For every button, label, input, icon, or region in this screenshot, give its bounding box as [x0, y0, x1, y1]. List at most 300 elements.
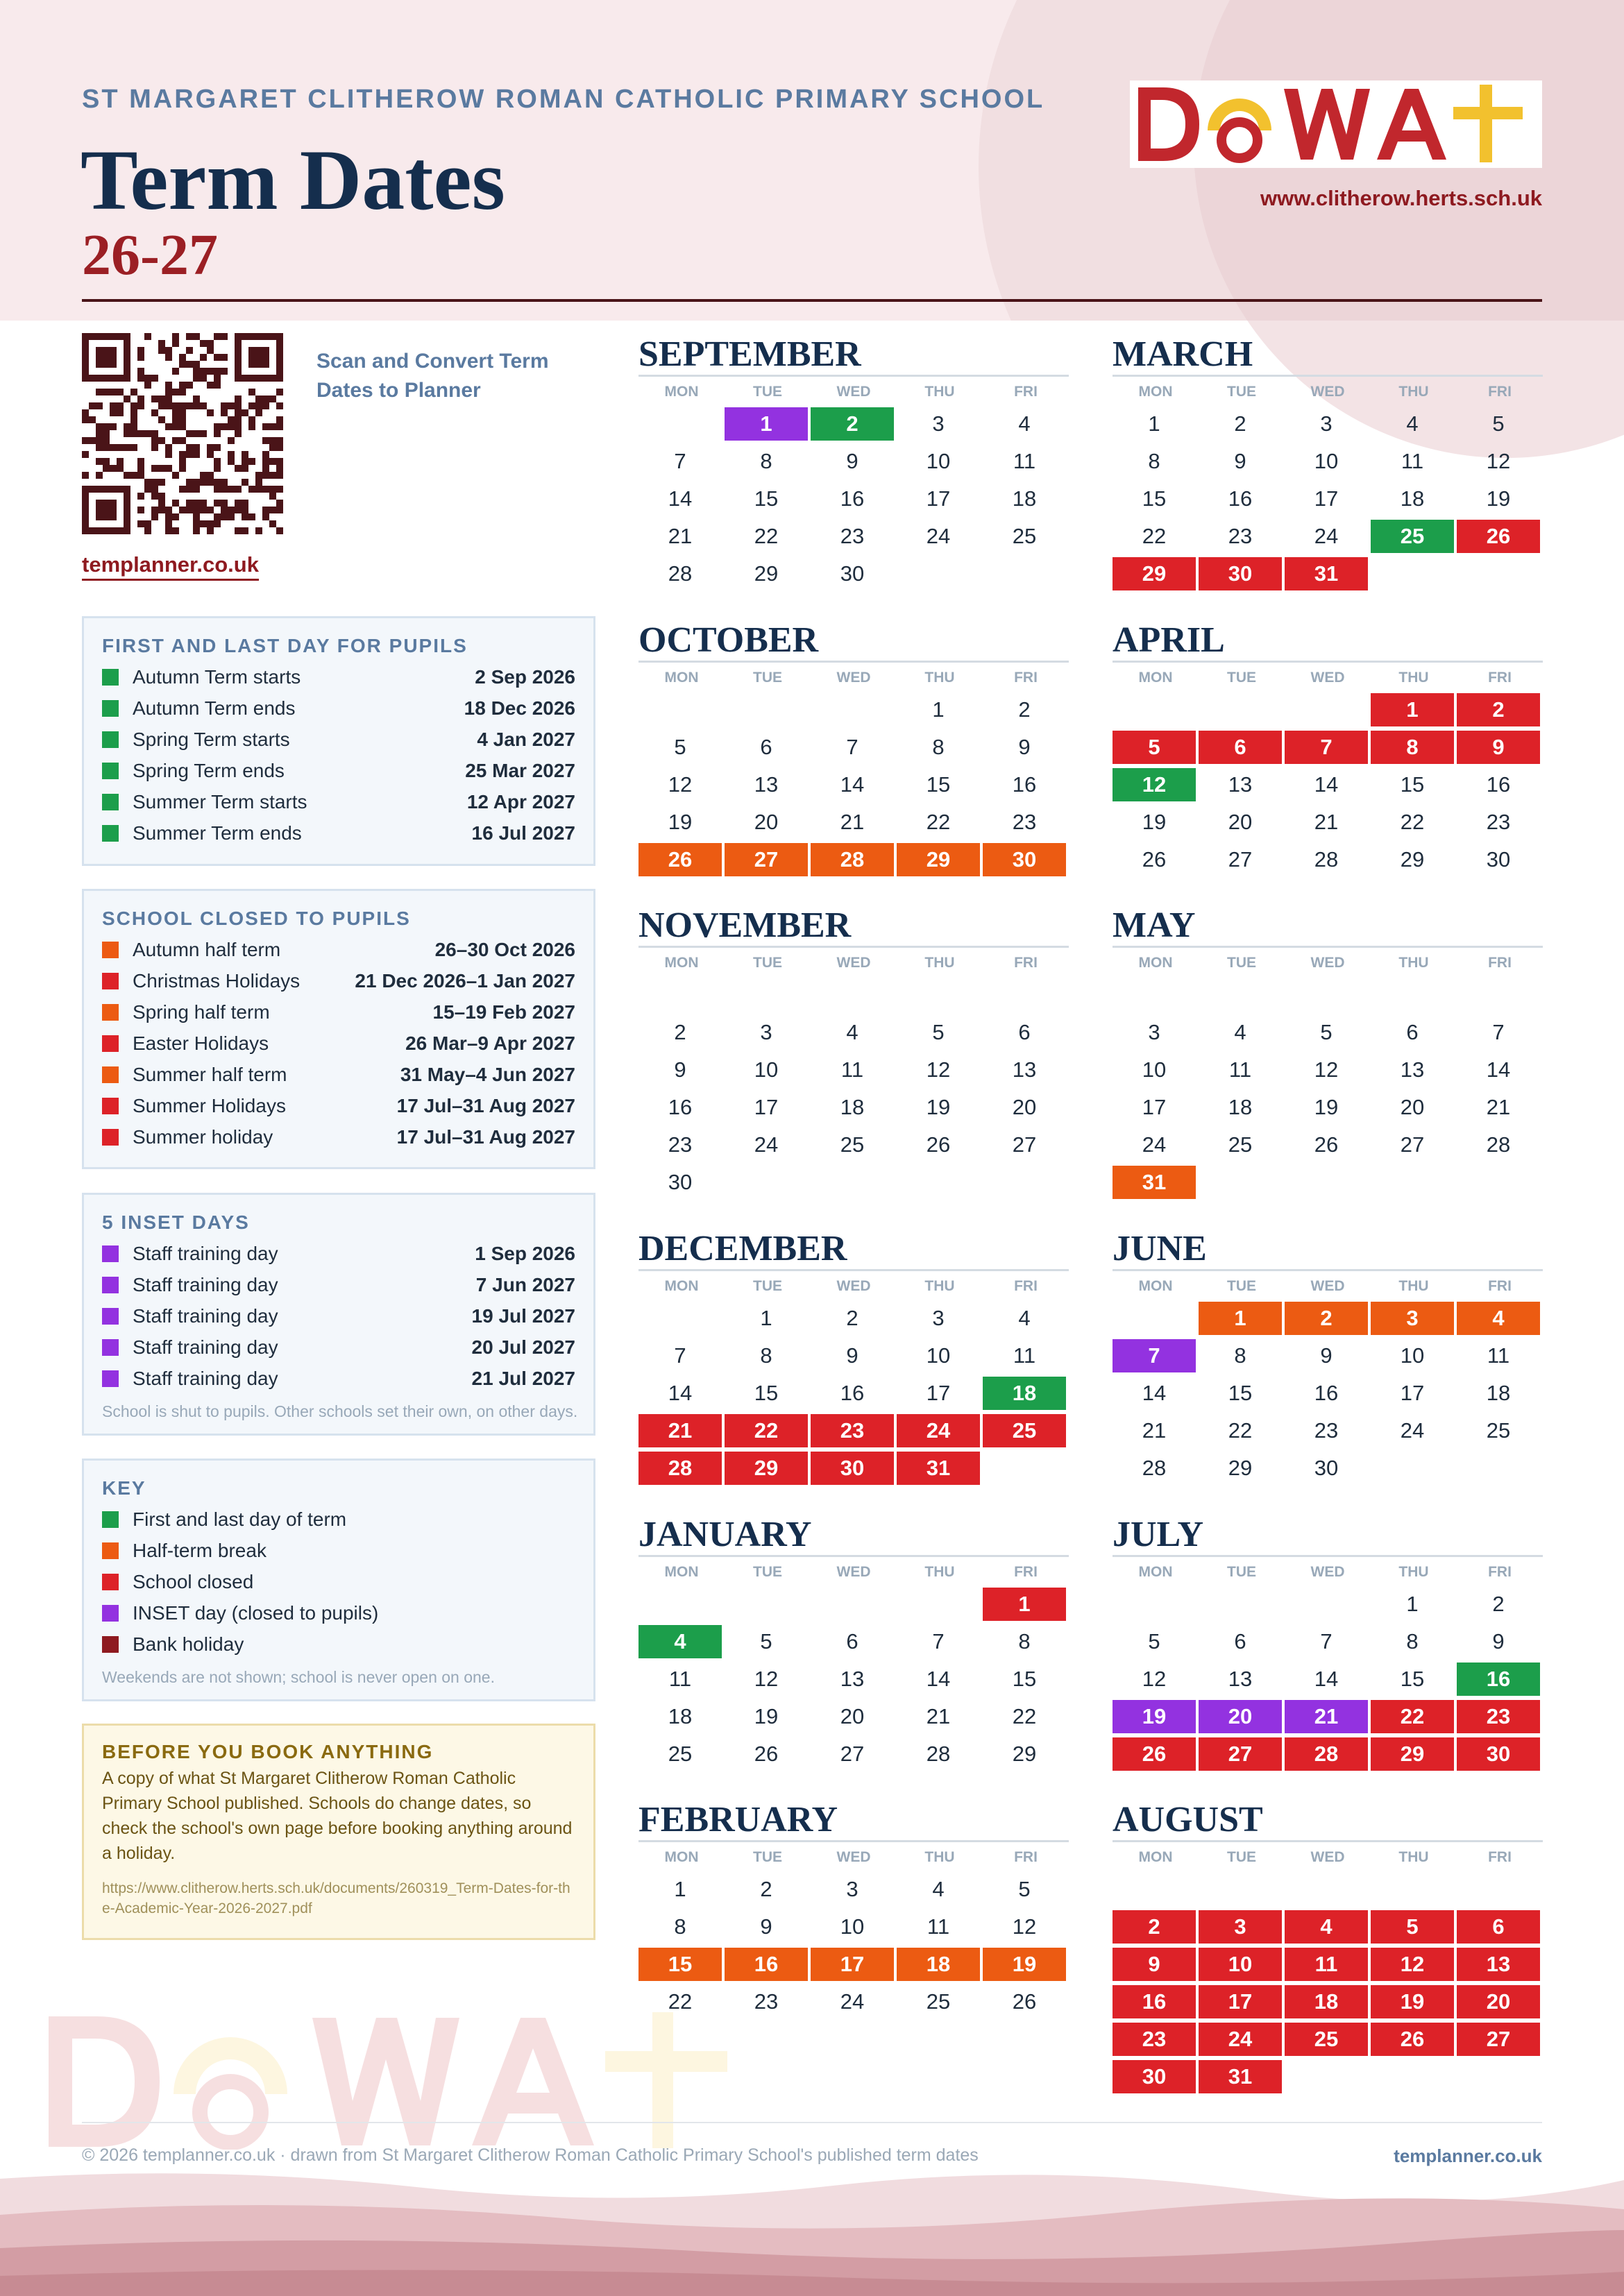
day-cell: 26 [638, 843, 722, 876]
day-cell: 7 [932, 1629, 945, 1653]
empty-cell [638, 693, 722, 726]
day-cell: 17 [1142, 1095, 1167, 1119]
weekday-label: MON [664, 1278, 699, 1294]
weekday-header [1113, 1842, 1543, 1873]
item-label: Staff training day [133, 1367, 278, 1389]
panel-heading: 5 INSET DAYS [102, 1211, 250, 1233]
planner-link[interactable]: templanner.co.uk [82, 552, 259, 581]
empty-cell [1113, 1873, 1196, 1906]
day-cell: 8 [1371, 731, 1454, 764]
weekday-label: THU [1398, 670, 1429, 686]
day-cell: 6 [1457, 1910, 1540, 1944]
month-january [638, 1515, 1069, 1771]
day-cell: 4 [1018, 411, 1031, 436]
weekday-header [638, 1557, 1069, 1588]
weekday-label: TUE [1227, 1278, 1256, 1294]
color-swatch [102, 1098, 119, 1114]
footer-link[interactable]: templanner.co.uk [1394, 2145, 1542, 2166]
weekday-label: WED [836, 955, 871, 971]
day-cell: 25 [1012, 524, 1037, 548]
day-cell: 5 [932, 1020, 945, 1044]
item-date: 15–19 Feb 2027 [432, 1001, 575, 1023]
day-grid [638, 693, 1069, 876]
empty-cell [897, 557, 980, 590]
day-cell: 18 [1285, 1985, 1368, 2018]
day-cell: 4 [932, 1877, 945, 1901]
day-cell: 16 [1228, 486, 1253, 511]
color-swatch [102, 1129, 119, 1146]
first-last-day-panel [82, 616, 595, 866]
weekday-label: THU [924, 670, 955, 686]
day-cell: 29 [1400, 847, 1425, 871]
empty-cell [1457, 557, 1540, 590]
page-title: Term Dates [81, 133, 505, 228]
empty-cell [725, 693, 808, 726]
day-cell: 2 [811, 407, 894, 441]
day-cell: 15 [1400, 772, 1425, 797]
item-label: Summer holiday [133, 1125, 273, 1148]
day-cell: 24 [926, 524, 951, 548]
day-cell: 4 [1018, 1306, 1031, 1330]
weekday-label: TUE [1227, 384, 1256, 400]
key-panel [82, 1459, 595, 1701]
day-cell: 16 [1012, 772, 1037, 797]
day-cell: 26 [1142, 847, 1167, 871]
day-cell: 14 [1314, 772, 1339, 797]
empty-cell [1199, 1588, 1282, 1621]
empty-cell [897, 1588, 980, 1621]
weekday-label: FRI [1488, 1849, 1512, 1865]
day-cell: 6 [1199, 731, 1282, 764]
day-cell: 1 [1199, 1302, 1282, 1335]
item-date: 20 Jul 2027 [471, 1336, 575, 1358]
day-cell: 31 [1285, 557, 1368, 590]
panel-note: Weekends are not shown; school is never open on one. [102, 1668, 495, 1686]
day-cell: 17 [926, 486, 951, 511]
day-cell: 11 [927, 1914, 950, 1939]
day-cell: 20 [1199, 1700, 1282, 1733]
day-cell: 14 [668, 1381, 693, 1405]
day-cell: 25 [1228, 1132, 1253, 1157]
item-date: 19 Jul 2027 [471, 1304, 575, 1327]
day-cell: 24 [1199, 2023, 1282, 2056]
weekday-header [638, 948, 1069, 978]
weekday-label: THU [1398, 955, 1429, 971]
day-cell: 5 [674, 735, 686, 759]
weekday-label: TUE [753, 1278, 782, 1294]
month-name: NOVEMBER [638, 905, 852, 945]
day-cell: 12 [1371, 1948, 1454, 1981]
day-cell: 25 [1285, 2023, 1368, 2056]
day-cell: 29 [1012, 1742, 1037, 1766]
day-cell: 26 [1012, 1989, 1037, 2014]
day-grid [1113, 1873, 1543, 2093]
day-cell: 18 [1012, 486, 1037, 511]
day-cell: 24 [1400, 1418, 1425, 1443]
color-swatch [102, 1339, 119, 1356]
weekday-label: WED [1310, 384, 1345, 400]
weekday-label: FRI [1014, 1278, 1038, 1294]
empty-cell [1457, 1452, 1540, 1485]
weekday-label: MON [664, 670, 699, 686]
day-cell: 20 [1400, 1095, 1425, 1119]
day-cell: 22 [926, 810, 951, 834]
weekday-label: MON [1138, 670, 1173, 686]
day-cell: 8 [760, 1343, 772, 1368]
day-cell: 28 [668, 561, 693, 586]
day-cell: 20 [1228, 810, 1253, 834]
day-cell: 10 [926, 449, 951, 473]
empty-cell [1285, 1166, 1368, 1199]
day-cell: 3 [1148, 1020, 1160, 1044]
color-swatch [102, 1004, 119, 1021]
day-cell: 20 [840, 1704, 865, 1728]
item-label: Staff training day [133, 1304, 278, 1327]
weekday-header [1113, 377, 1543, 407]
day-cell: 13 [1457, 1948, 1540, 1981]
day-cell: 10 [754, 1057, 779, 1082]
month-name: FEBRUARY [638, 1800, 838, 1839]
panel-heading: FIRST AND LAST DAY FOR PUPILS [102, 635, 468, 656]
day-cell: 1 [760, 1306, 772, 1330]
color-swatch [102, 1636, 119, 1653]
day-cell: 14 [840, 772, 865, 797]
day-cell: 29 [1371, 1737, 1454, 1771]
month-name: JUNE [1113, 1229, 1207, 1268]
source-link[interactable]: https://www.clitherow.herts.sch.uk/documents/260319_Term-Dates-for-the-Academic-Year-2026-2027.pdf [102, 1880, 570, 1916]
day-cell: 18 [1228, 1095, 1253, 1119]
qr-caption: Scan and Convert Term Dates to Planner [316, 350, 549, 402]
weekday-label: THU [924, 1849, 955, 1865]
item-label: First and last day of term [133, 1508, 347, 1530]
day-cell: 29 [754, 561, 779, 586]
day-cell: 13 [754, 772, 779, 797]
empty-cell [725, 1166, 808, 1199]
day-cell: 23 [811, 1414, 894, 1447]
month-name: APRIL [1113, 620, 1225, 660]
day-cell: 17 [1400, 1381, 1425, 1405]
school-website-link[interactable]: www.clitherow.herts.sch.uk [1260, 186, 1542, 210]
day-cell: 12 [754, 1667, 779, 1691]
day-cell: 17 [811, 1948, 894, 1981]
day-cell: 23 [1113, 2023, 1196, 2056]
day-cell: 11 [1013, 1343, 1036, 1368]
list-item [102, 1059, 575, 1090]
day-cell: 20 [754, 810, 779, 834]
day-cell: 12 [1113, 768, 1196, 801]
day-cell: 3 [1199, 1910, 1282, 1944]
panel-heading: KEY [102, 1477, 146, 1499]
day-cell: 16 [725, 1948, 808, 1981]
day-cell: 27 [1400, 1132, 1425, 1157]
empty-cell [1371, 557, 1454, 590]
day-cell: 28 [1314, 847, 1339, 871]
month-october [638, 620, 1069, 876]
day-cell: 11 [1285, 1948, 1368, 1981]
day-cell: 10 [1314, 449, 1339, 473]
day-cell: 3 [760, 1020, 772, 1044]
day-cell: 9 [674, 1057, 686, 1082]
color-swatch [102, 731, 119, 748]
day-cell: 8 [932, 735, 945, 759]
item-date: 25 Mar 2027 [465, 759, 575, 781]
weekday-label: FRI [1014, 1564, 1038, 1580]
day-cell: 2 [1234, 411, 1246, 436]
month-november [638, 905, 1069, 1199]
item-date: 1 Sep 2026 [475, 1242, 575, 1264]
day-cell: 18 [1486, 1381, 1511, 1405]
weekday-header [1113, 1271, 1543, 1302]
month-april [1113, 620, 1543, 876]
day-cell: 8 [1148, 449, 1160, 473]
day-cell: 12 [926, 1057, 951, 1082]
weekday-label: FRI [1488, 1564, 1512, 1580]
empty-cell [1199, 693, 1282, 726]
empty-cell [811, 1588, 894, 1621]
weekday-label: TUE [753, 1564, 782, 1580]
empty-cell [1113, 978, 1196, 1012]
day-cell: 17 [1199, 1985, 1282, 2018]
weekday-label: TUE [1227, 1849, 1256, 1865]
day-cell: 28 [1486, 1132, 1511, 1157]
day-cell: 10 [926, 1343, 951, 1368]
weekday-header [1113, 663, 1543, 693]
day-cell: 13 [1228, 772, 1253, 797]
day-cell: 17 [1314, 486, 1339, 511]
day-cell: 14 [668, 486, 693, 511]
day-cell: 24 [840, 1989, 865, 2014]
day-grid [638, 978, 1069, 1199]
day-cell: 27 [1012, 1132, 1037, 1157]
day-cell: 2 [1492, 1592, 1505, 1616]
list-item [102, 661, 575, 692]
item-date: 7 Jun 2027 [475, 1273, 575, 1295]
day-cell: 1 [725, 407, 808, 441]
day-cell: 19 [1314, 1095, 1339, 1119]
list-item [102, 1535, 575, 1566]
item-label: Spring Term ends [133, 759, 285, 781]
day-cell: 17 [754, 1095, 779, 1119]
empty-cell [725, 1588, 808, 1621]
day-cell: 8 [674, 1914, 686, 1939]
weekday-label: MON [1138, 1278, 1173, 1294]
day-cell: 29 [725, 1452, 808, 1485]
day-cell: 11 [840, 1057, 864, 1082]
month-name: MARCH [1113, 334, 1253, 374]
day-cell: 13 [1012, 1057, 1037, 1082]
day-cell: 28 [926, 1742, 951, 1766]
day-cell: 30 [1457, 1737, 1540, 1771]
item-label: Summer Term ends [133, 822, 302, 844]
day-cell: 27 [1457, 2023, 1540, 2056]
empty-cell [1113, 1302, 1196, 1335]
item-label: School closed [133, 1570, 254, 1592]
list-item [102, 1090, 575, 1121]
day-cell: 10 [840, 1914, 865, 1939]
day-cell: 30 [1113, 2060, 1196, 2093]
weekday-label: FRI [1014, 955, 1038, 971]
day-cell: 20 [1012, 1095, 1037, 1119]
day-cell: 23 [754, 1989, 779, 2014]
day-cell: 24 [754, 1132, 779, 1157]
color-swatch [102, 1035, 119, 1052]
item-date: 21 Jul 2027 [471, 1367, 575, 1389]
footer-divider [82, 2122, 1542, 2123]
day-cell: 19 [1486, 486, 1511, 511]
day-cell: 7 [674, 449, 686, 473]
day-grid [638, 1873, 1069, 2018]
day-cell: 12 [1314, 1057, 1339, 1082]
month-december [638, 1229, 1069, 1485]
weekday-label: WED [1310, 1278, 1345, 1294]
weekday-label: TUE [1227, 1564, 1256, 1580]
color-swatch [102, 1511, 119, 1528]
day-cell: 15 [1400, 1667, 1425, 1691]
weekday-header [1113, 1557, 1543, 1588]
day-cell: 13 [840, 1667, 865, 1691]
item-label: Summer half term [133, 1063, 287, 1085]
color-swatch [102, 1605, 119, 1622]
weekday-label: FRI [1488, 1278, 1512, 1294]
day-cell: 4 [1406, 411, 1419, 436]
day-cell: 22 [1228, 1418, 1253, 1443]
weekday-label: FRI [1488, 955, 1512, 971]
day-cell: 15 [1012, 1667, 1037, 1691]
day-cell: 29 [897, 843, 980, 876]
day-cell: 23 [1486, 810, 1511, 834]
day-cell: 3 [932, 1306, 945, 1330]
day-cell: 23 [840, 524, 865, 548]
weekday-header [638, 663, 1069, 693]
day-cell: 2 [1018, 697, 1031, 722]
day-cell: 6 [846, 1629, 858, 1653]
day-cell: 8 [1018, 1629, 1031, 1653]
color-swatch [102, 1370, 119, 1387]
empty-cell [1371, 1166, 1454, 1199]
weekday-label: TUE [1227, 955, 1256, 971]
item-date: 31 May–4 Jun 2027 [400, 1063, 575, 1085]
day-cell: 1 [983, 1588, 1066, 1621]
day-cell: 9 [1492, 1629, 1505, 1653]
weekday-header [638, 1842, 1069, 1873]
day-cell: 5 [1018, 1877, 1031, 1901]
weekday-label: THU [924, 955, 955, 971]
list-item [102, 1269, 575, 1300]
weekday-label: WED [836, 1564, 871, 1580]
footer-waves [0, 2172, 1624, 2296]
day-cell: 8 [1406, 1629, 1419, 1653]
color-swatch [102, 1245, 119, 1262]
empty-cell [1457, 1873, 1540, 1906]
item-label: Summer Term starts [133, 790, 307, 813]
item-label: Staff training day [133, 1336, 278, 1358]
item-label: Christmas Holidays [133, 969, 301, 992]
day-cell: 16 [1314, 1381, 1339, 1405]
item-date: 18 Dec 2026 [464, 697, 575, 719]
month-name: JULY [1113, 1515, 1204, 1554]
day-cell: 22 [725, 1414, 808, 1447]
day-cell: 3 [932, 411, 945, 436]
month-august [1113, 1800, 1543, 2093]
day-cell: 30 [811, 1452, 894, 1485]
day-cell: 30 [1314, 1456, 1339, 1480]
weekday-label: MON [664, 384, 699, 400]
day-cell: 5 [760, 1629, 772, 1653]
day-cell: 9 [760, 1914, 772, 1939]
month-name: DECEMBER [638, 1229, 847, 1268]
month-june [1113, 1229, 1543, 1485]
weekday-label: WED [1310, 955, 1345, 971]
day-cell: 7 [1285, 731, 1368, 764]
weekday-label: TUE [753, 384, 782, 400]
empty-cell [1113, 1588, 1196, 1621]
day-cell: 6 [760, 735, 772, 759]
day-cell: 25 [668, 1742, 693, 1766]
item-label: Staff training day [133, 1273, 278, 1295]
month-name: MAY [1113, 905, 1196, 945]
day-cell: 14 [926, 1667, 951, 1691]
weekday-header [638, 377, 1069, 407]
list-item [102, 1028, 575, 1059]
day-grid [638, 407, 1069, 590]
list-item [102, 755, 575, 786]
empty-cell [811, 693, 894, 726]
empty-cell [1285, 693, 1368, 726]
empty-cell [638, 1588, 722, 1621]
day-cell: 28 [1142, 1456, 1167, 1480]
day-cell: 9 [1457, 731, 1540, 764]
day-cell: 4 [1457, 1302, 1540, 1335]
day-cell: 7 [1492, 1020, 1505, 1044]
day-cell: 24 [1142, 1132, 1167, 1157]
day-cell: 9 [1018, 735, 1031, 759]
day-cell: 4 [638, 1625, 722, 1658]
day-cell: 1 [932, 697, 945, 722]
day-cell: 30 [983, 843, 1066, 876]
item-label: Half-term break [133, 1539, 267, 1561]
day-cell: 31 [897, 1452, 980, 1485]
day-cell: 24 [1314, 524, 1339, 548]
day-cell: 26 [1113, 1737, 1196, 1771]
day-cell: 26 [926, 1132, 951, 1157]
list-item [102, 724, 575, 755]
day-cell: 1 [1371, 693, 1454, 726]
day-cell: 19 [926, 1095, 951, 1119]
empty-cell [1371, 2060, 1454, 2093]
day-cell: 12 [1486, 449, 1511, 473]
weekday-label: WED [1310, 1564, 1345, 1580]
empty-cell [638, 978, 722, 1012]
day-cell: 14 [1142, 1381, 1167, 1405]
weekday-header [638, 1271, 1069, 1302]
day-cell: 11 [1487, 1343, 1510, 1368]
day-cell: 26 [1314, 1132, 1339, 1157]
day-cell: 5 [1371, 1910, 1454, 1944]
color-swatch [102, 763, 119, 779]
day-cell: 3 [1371, 1302, 1454, 1335]
day-cell: 5 [1148, 1629, 1160, 1653]
empty-cell [1457, 2060, 1540, 2093]
item-date: 26–30 Oct 2026 [434, 938, 575, 960]
weekday-label: WED [1310, 670, 1345, 686]
day-cell: 30 [1486, 847, 1511, 871]
item-label: Spring half term [133, 1001, 270, 1023]
school-closed-panel [82, 889, 595, 1169]
logo-watermark [42, 2011, 868, 2150]
color-swatch [102, 669, 119, 686]
qr-code[interactable] [82, 333, 283, 534]
weekday-label: THU [1398, 1564, 1429, 1580]
